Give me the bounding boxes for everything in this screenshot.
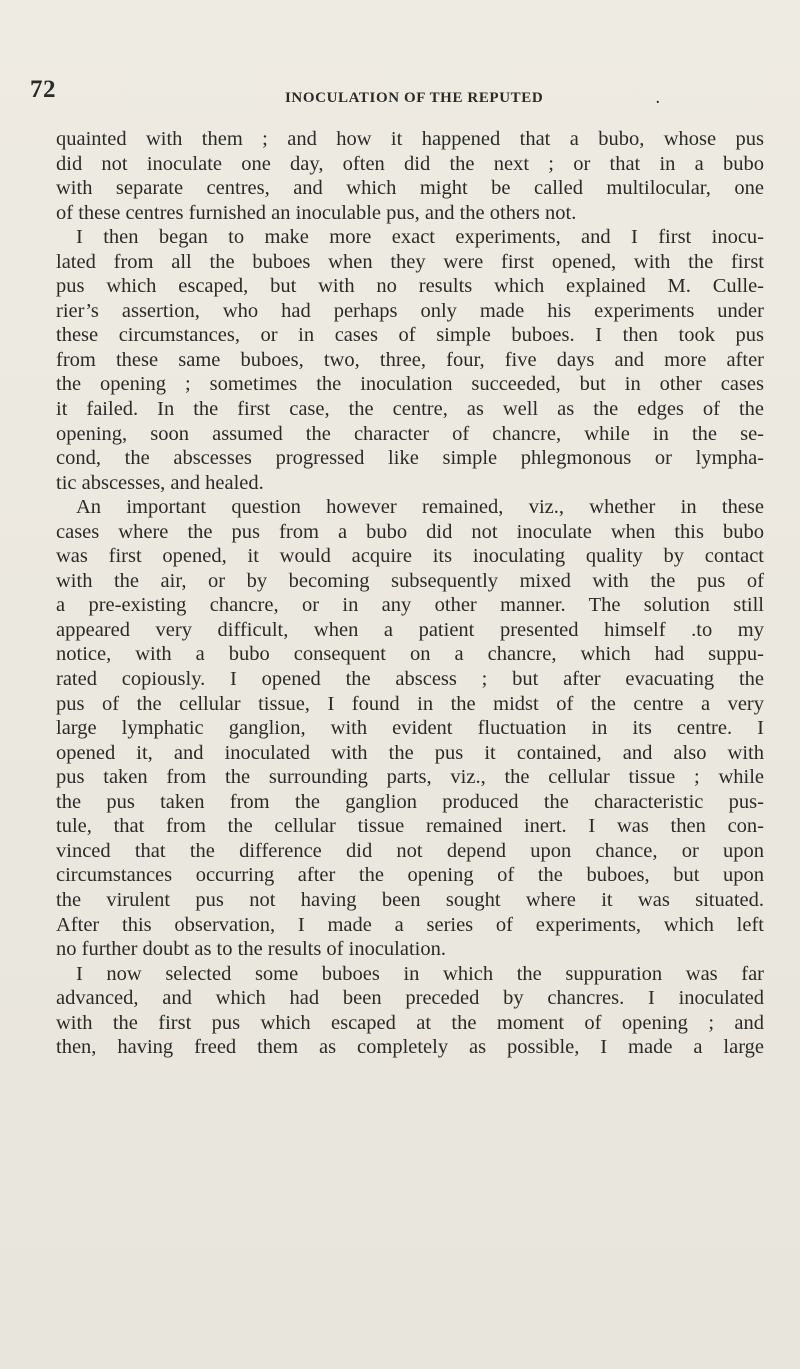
text-line: then, having freed them as completely as possible, I made a large [56,1036,764,1059]
text-line: with separate centres, and which might be called multilocular, one [56,177,764,200]
text-line: advanced, and which had been preceded by chancres. I inoculated [56,987,764,1010]
text-line: with the first pus which escaped at the moment of opening ; and [56,1011,764,1034]
text-line: lated from all the buboes when they were first opened, with the first [56,250,764,273]
text-line: the virulent pus not having been sought where it was situated. [56,888,764,911]
text-line: cases where the pus from a bubo did not inoculate when this bubo [56,520,764,543]
running-title: INOCULATION OF THE REPUTED [285,90,544,106]
text-line: from these same buboes, two, three, four, five days and more after [56,348,764,371]
text-line: opening, soon assumed the character of chancre, while in the se- [56,422,764,445]
body-text [56,127,764,1060]
text-line: quainted with them ; and how it happened that a bubo, whose pus [56,128,764,150]
text-line: An important question however remained, viz., whether in these [76,496,764,519]
text-line: with the air, or by becoming subsequently mixed with the pus of [56,569,764,592]
header-mark: . [656,92,660,107]
text-line: a pre-existing chancre, or in any other manner. The solution still [56,594,764,617]
text-line: did not inoculate one day, often did the next ; or that in a bubo [56,152,764,175]
page-number: 72 [30,76,56,103]
page-header [30,76,770,116]
text-line: these circumstances, or in cases of simple buboes. I then took pus [56,324,764,347]
text-line: of these centres furnished an inoculable pus, and the others not. [56,201,577,224]
text-line: pus which escaped, but with no results which explained M. Culle- [56,275,764,298]
text-line: large lymphatic ganglion, with evident fluctuation in its centre. I [56,717,764,740]
text-line: appeared very difficult, when a patient presented himself .to my [56,618,764,641]
text-line: notice, with a bubo consequent on a chancre, which had suppu- [56,643,764,666]
text-line: cond, the abscesses progressed like simple phlegmonous or lympha- [56,447,764,470]
text-line: rier’s assertion, who had perhaps only made his experiments under [56,299,764,322]
text-line: it failed. In the first case, the centre, as well as the edges of the [56,398,764,421]
text-line: was first opened, it would acquire its inoculating quality by contact [56,545,764,568]
text-line: I now selected some buboes in which the suppuration was far [76,962,764,985]
text-line: pus of the cellular tissue, I found in the midst of the centre a very [56,692,764,715]
text-line: pus taken from the surrounding parts, viz., the cellular tissue ; while [56,766,764,789]
text-line: the pus taken from the ganglion produced the characteristic pus- [56,790,764,813]
text-line: opened it, and inoculated with the pus it contained, and also with [56,741,764,764]
text-line: vinced that the difference did not depend upon chance, or upon [56,839,764,862]
text-line: the opening ; sometimes the inoculation succeeded, but in other cases [56,373,764,396]
text-line: tule, that from the cellular tissue remained inert. I was then con- [56,815,764,838]
text-line: After this observation, I made a series of experiments, which left [56,913,764,936]
text-line: circumstances occurring after the opening of the buboes, but upon [56,864,764,887]
text-line: no further doubt as to the results of inoculation. [56,938,446,961]
text-line: rated copiously. I opened the abscess ; but after evacuating the [56,668,764,691]
text-line: I then began to make more exact experiments, and I first inocu- [76,226,764,249]
text-line: tic abscesses, and healed. [56,471,264,494]
